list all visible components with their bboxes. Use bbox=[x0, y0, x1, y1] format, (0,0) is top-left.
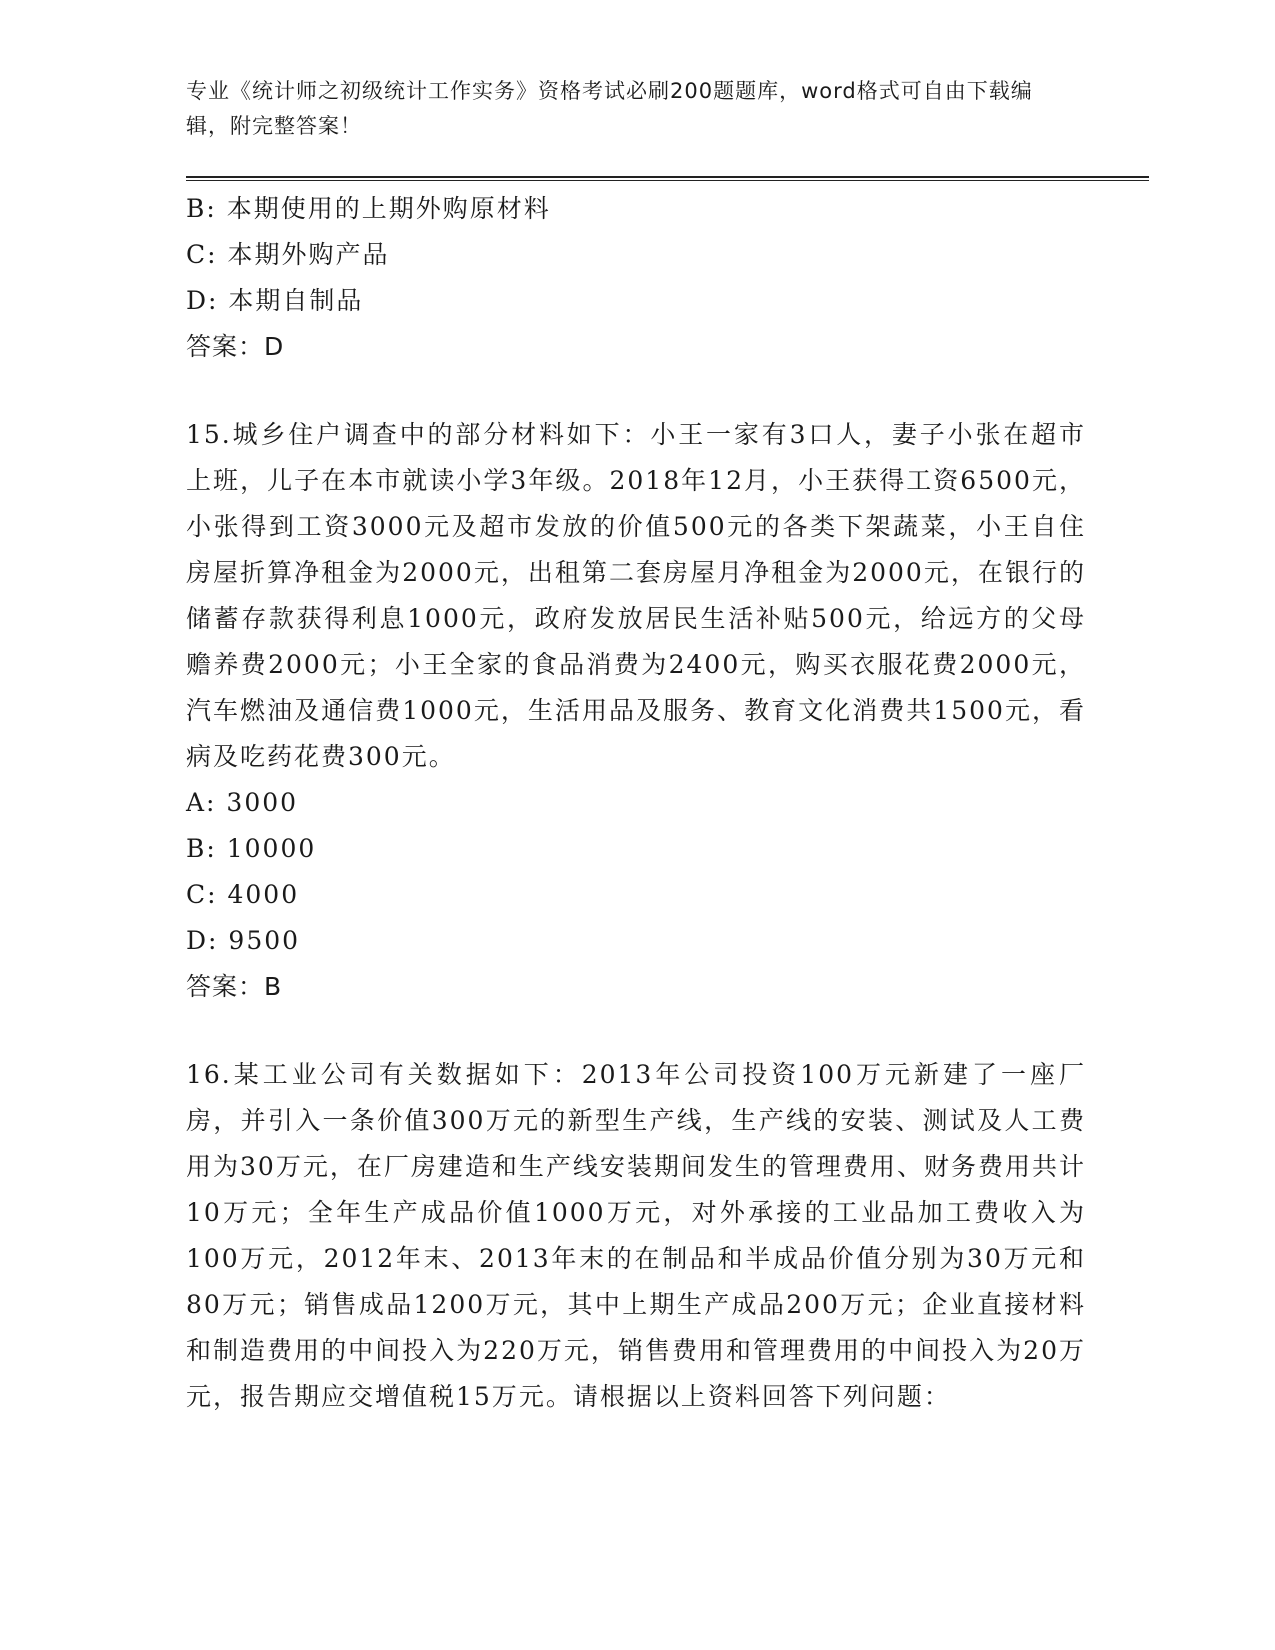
page-header: 专业《统计师之初级统计工作实务》资格考试必刷200题题库，word格式可自由下载编辑，附完整答案！ bbox=[186, 79, 1033, 138]
option-b: B: 10000 bbox=[186, 834, 317, 863]
option-d: D: 9500 bbox=[186, 926, 301, 955]
question-text: 16.某工业公司有关数据如下：2013年公司投资100万元新建了一座厂房，并引入一条价值300万元的新型生产线，生产线的安装、测试及人工费用为30万元，在厂房建造和生产线安装期间发生的管理费用、财务费用共计10万元；全年生产成品价值1000万元，对外承接的工业品加工费收入为100万元，2012年末、2013年末的在制品和半成品价值分别为30万元和80万元；销售成品1200万元，其中上期生产成品200万元；企业直接材料和制造费用的中间投入为220万元，销售费用和管理费用的中间投入为20万元，报告期应交增值税15万元。请根据以上资料回答下列问题： bbox=[186, 1060, 1086, 1411]
question-text: 15.城乡住户调查中的部分材料如下：小王一家有3口人，妻子小张在超市上班，儿子在本市就读小学3年级。2018年12月，小王获得工资6500元，小张得到工资3000元及超市发放的价值500元的各类下架蔬菜，小王自住房屋折算净租金为2000元，出租第二套房屋月净租金为2000元，在银行的储蓄存款获得利息1000元，政府发放居民生活补贴500元，给远方的父母赡养费2000元；小王全家的食品消费为2400元，购买衣服花费2000元，汽车燃油及通信费1000元，生活用品及服务、教育文化消费共1500元，看病及吃药花费300元。 bbox=[186, 420, 1086, 771]
question-16 bbox=[186, 1052, 1086, 1420]
question-15 bbox=[186, 412, 1086, 1010]
document-body bbox=[186, 186, 1086, 1420]
spacer bbox=[186, 1010, 1086, 1052]
header-divider bbox=[186, 176, 1149, 181]
answer-line: 答案：D bbox=[186, 332, 285, 361]
spacer bbox=[186, 370, 1086, 412]
option-a: A: 3000 bbox=[186, 788, 299, 817]
option-c: C: 本期外购产品 bbox=[186, 240, 390, 269]
previous-question-tail bbox=[186, 186, 1086, 370]
answer-line: 答案：B bbox=[186, 972, 283, 1001]
option-d: D: 本期自制品 bbox=[186, 286, 364, 315]
option-c: C: 4000 bbox=[186, 880, 300, 909]
option-b: B: 本期使用的上期外购原材料 bbox=[186, 194, 551, 223]
